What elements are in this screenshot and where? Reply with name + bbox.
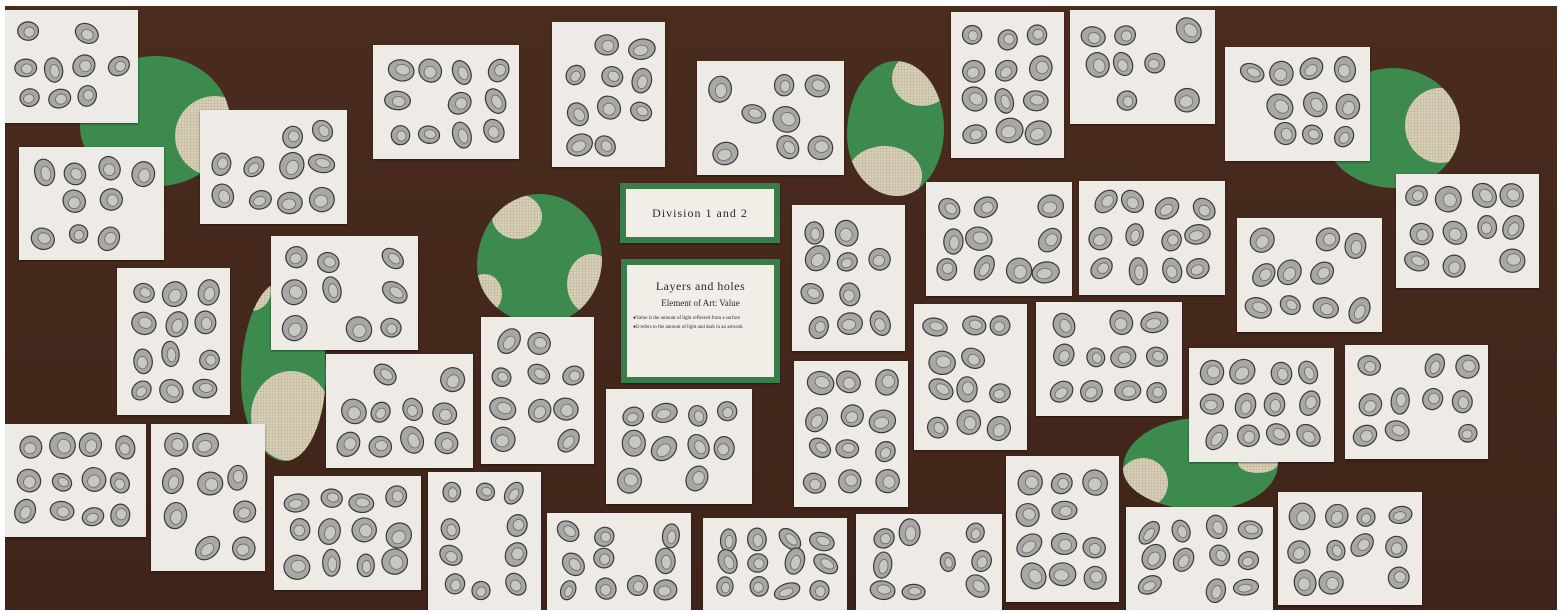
stone-layer: [1481, 222, 1492, 234]
artwork-paper: [856, 514, 1002, 610]
stone-drawing: [1225, 47, 1370, 161]
stone-drawing: [271, 236, 418, 350]
stone-drawing: [1237, 218, 1382, 332]
artwork-paper: [1345, 345, 1488, 459]
stone-drawing: [792, 205, 905, 351]
artwork-paper: [926, 182, 1072, 296]
artwork-paper: [914, 304, 1027, 450]
stone-layer: [963, 382, 974, 395]
stone-layer: [448, 488, 457, 499]
stone-drawing: [117, 268, 230, 415]
stone-layer: [1134, 265, 1144, 280]
stone-layer: [842, 443, 855, 452]
stone-drawing: [1070, 10, 1215, 124]
artwork-paper: [1278, 492, 1422, 605]
stone-layer: [392, 96, 405, 107]
artwork-paper: [1237, 218, 1382, 332]
stone-drawing: [1036, 302, 1182, 416]
burlap-circle: [477, 274, 502, 314]
artwork-paper: [951, 12, 1064, 158]
artwork-paper: [794, 361, 908, 507]
stone-drawing: [951, 12, 1064, 158]
burlap-circle: [847, 146, 922, 196]
stone-layer: [24, 27, 35, 37]
stone-drawing: [1126, 507, 1273, 610]
stone-drawing: [200, 110, 347, 224]
stone-drawing: [547, 513, 691, 610]
stone-drawing: [1345, 345, 1488, 459]
artwork-paper: [274, 476, 421, 590]
stone-drawing: [151, 424, 265, 571]
stone-layer: [725, 535, 733, 548]
bulletin-board: [5, 6, 1557, 610]
stone-layer: [629, 435, 642, 448]
stone-drawing: [1006, 456, 1119, 602]
stone-drawing: [5, 424, 146, 537]
stone-layer: [942, 263, 953, 274]
stone-layer: [968, 31, 978, 41]
stone-drawing: [697, 61, 844, 175]
artwork-paper: [481, 317, 594, 464]
stone-layer: [1148, 59, 1159, 69]
artwork-paper: [1225, 47, 1370, 161]
burlap-circle: [892, 61, 944, 106]
artwork-paper: [117, 268, 230, 415]
stone-layer: [949, 236, 959, 250]
artwork-paper: [1036, 302, 1182, 416]
stone-drawing: [1396, 174, 1539, 288]
stone-drawing: [481, 317, 594, 464]
stone-drawing: [794, 361, 908, 507]
stone-drawing: [703, 518, 847, 610]
info-bullet: ● It refers to the amount of light and dark in an artwork: [633, 323, 768, 332]
info-subheading: Element of Art: Value: [661, 298, 740, 308]
artwork-paper: [703, 518, 847, 610]
stone-layer: [362, 560, 371, 573]
stone-layer: [815, 141, 829, 153]
stone-drawing: [552, 22, 665, 167]
artwork-paper: [697, 61, 844, 175]
stone-drawing: [274, 476, 421, 590]
title-sign-text: Division 1 and 2: [652, 205, 748, 220]
stone-layer: [905, 526, 916, 541]
green-cutout: [477, 194, 602, 324]
stone-layer: [753, 582, 763, 592]
stone-layer: [375, 440, 387, 450]
stone-layer: [1122, 386, 1135, 397]
artwork-paper: [1079, 181, 1225, 295]
artwork-paper: [792, 205, 905, 351]
stone-drawing: [606, 389, 752, 504]
green-cutout: [847, 61, 944, 196]
stone-layer: [397, 131, 407, 142]
artwork-paper: [151, 424, 265, 571]
stone-layer: [909, 587, 922, 595]
stone-layer: [1059, 506, 1072, 516]
artwork-paper: [326, 354, 473, 468]
artwork-paper: [1070, 10, 1215, 124]
stone-drawing: [856, 514, 1002, 610]
stone-drawing: [926, 182, 1072, 296]
artwork-paper: [428, 472, 541, 610]
stone-layer: [602, 40, 614, 51]
burlap-circle: [1405, 88, 1460, 163]
title-sign: [620, 183, 780, 243]
stone-layer: [205, 478, 218, 491]
stone-drawing: [428, 472, 541, 610]
stone-drawing: [1189, 348, 1334, 462]
stone-drawing: [373, 45, 519, 159]
stone-layer: [21, 64, 32, 74]
burlap-circle: [241, 281, 271, 311]
info-sign: [621, 259, 780, 383]
info-heading: Layers and holes: [655, 279, 746, 293]
info-bullet: ● Value is the amount of light reflected from a surface: [633, 314, 768, 323]
artwork-paper: [606, 389, 752, 504]
artwork-paper: [19, 147, 164, 260]
stone-drawing: [1079, 181, 1225, 295]
stone-layer: [753, 534, 763, 547]
stone-drawing: [326, 354, 473, 468]
artwork-paper: [200, 110, 347, 224]
artwork-paper: [5, 10, 138, 123]
artwork-paper: [271, 236, 418, 350]
stone-layer: [1054, 570, 1069, 581]
burlap-circle: [1123, 458, 1168, 508]
artwork-paper: [373, 45, 519, 159]
artwork-paper: [1126, 507, 1273, 610]
artwork-paper: [552, 22, 665, 167]
stone-layer: [661, 555, 671, 569]
info-bullet-list: [627, 314, 774, 332]
stone-layer: [328, 557, 337, 572]
artwork-paper: [5, 424, 146, 537]
stone-layer: [1204, 400, 1217, 410]
artwork-paper: [1396, 174, 1539, 288]
stone-drawing: [1278, 492, 1422, 605]
artwork-paper: [1189, 348, 1334, 462]
stone-layer: [718, 443, 729, 455]
burlap-circle: [492, 194, 542, 239]
stone-layer: [780, 80, 790, 92]
artwork-paper: [1006, 456, 1119, 602]
stone-drawing: [5, 10, 138, 123]
stone-drawing: [19, 147, 164, 260]
burlap-circle: [567, 254, 602, 314]
stone-drawing: [914, 304, 1027, 450]
stone-layer: [1507, 254, 1521, 266]
artwork-paper: [547, 513, 691, 610]
